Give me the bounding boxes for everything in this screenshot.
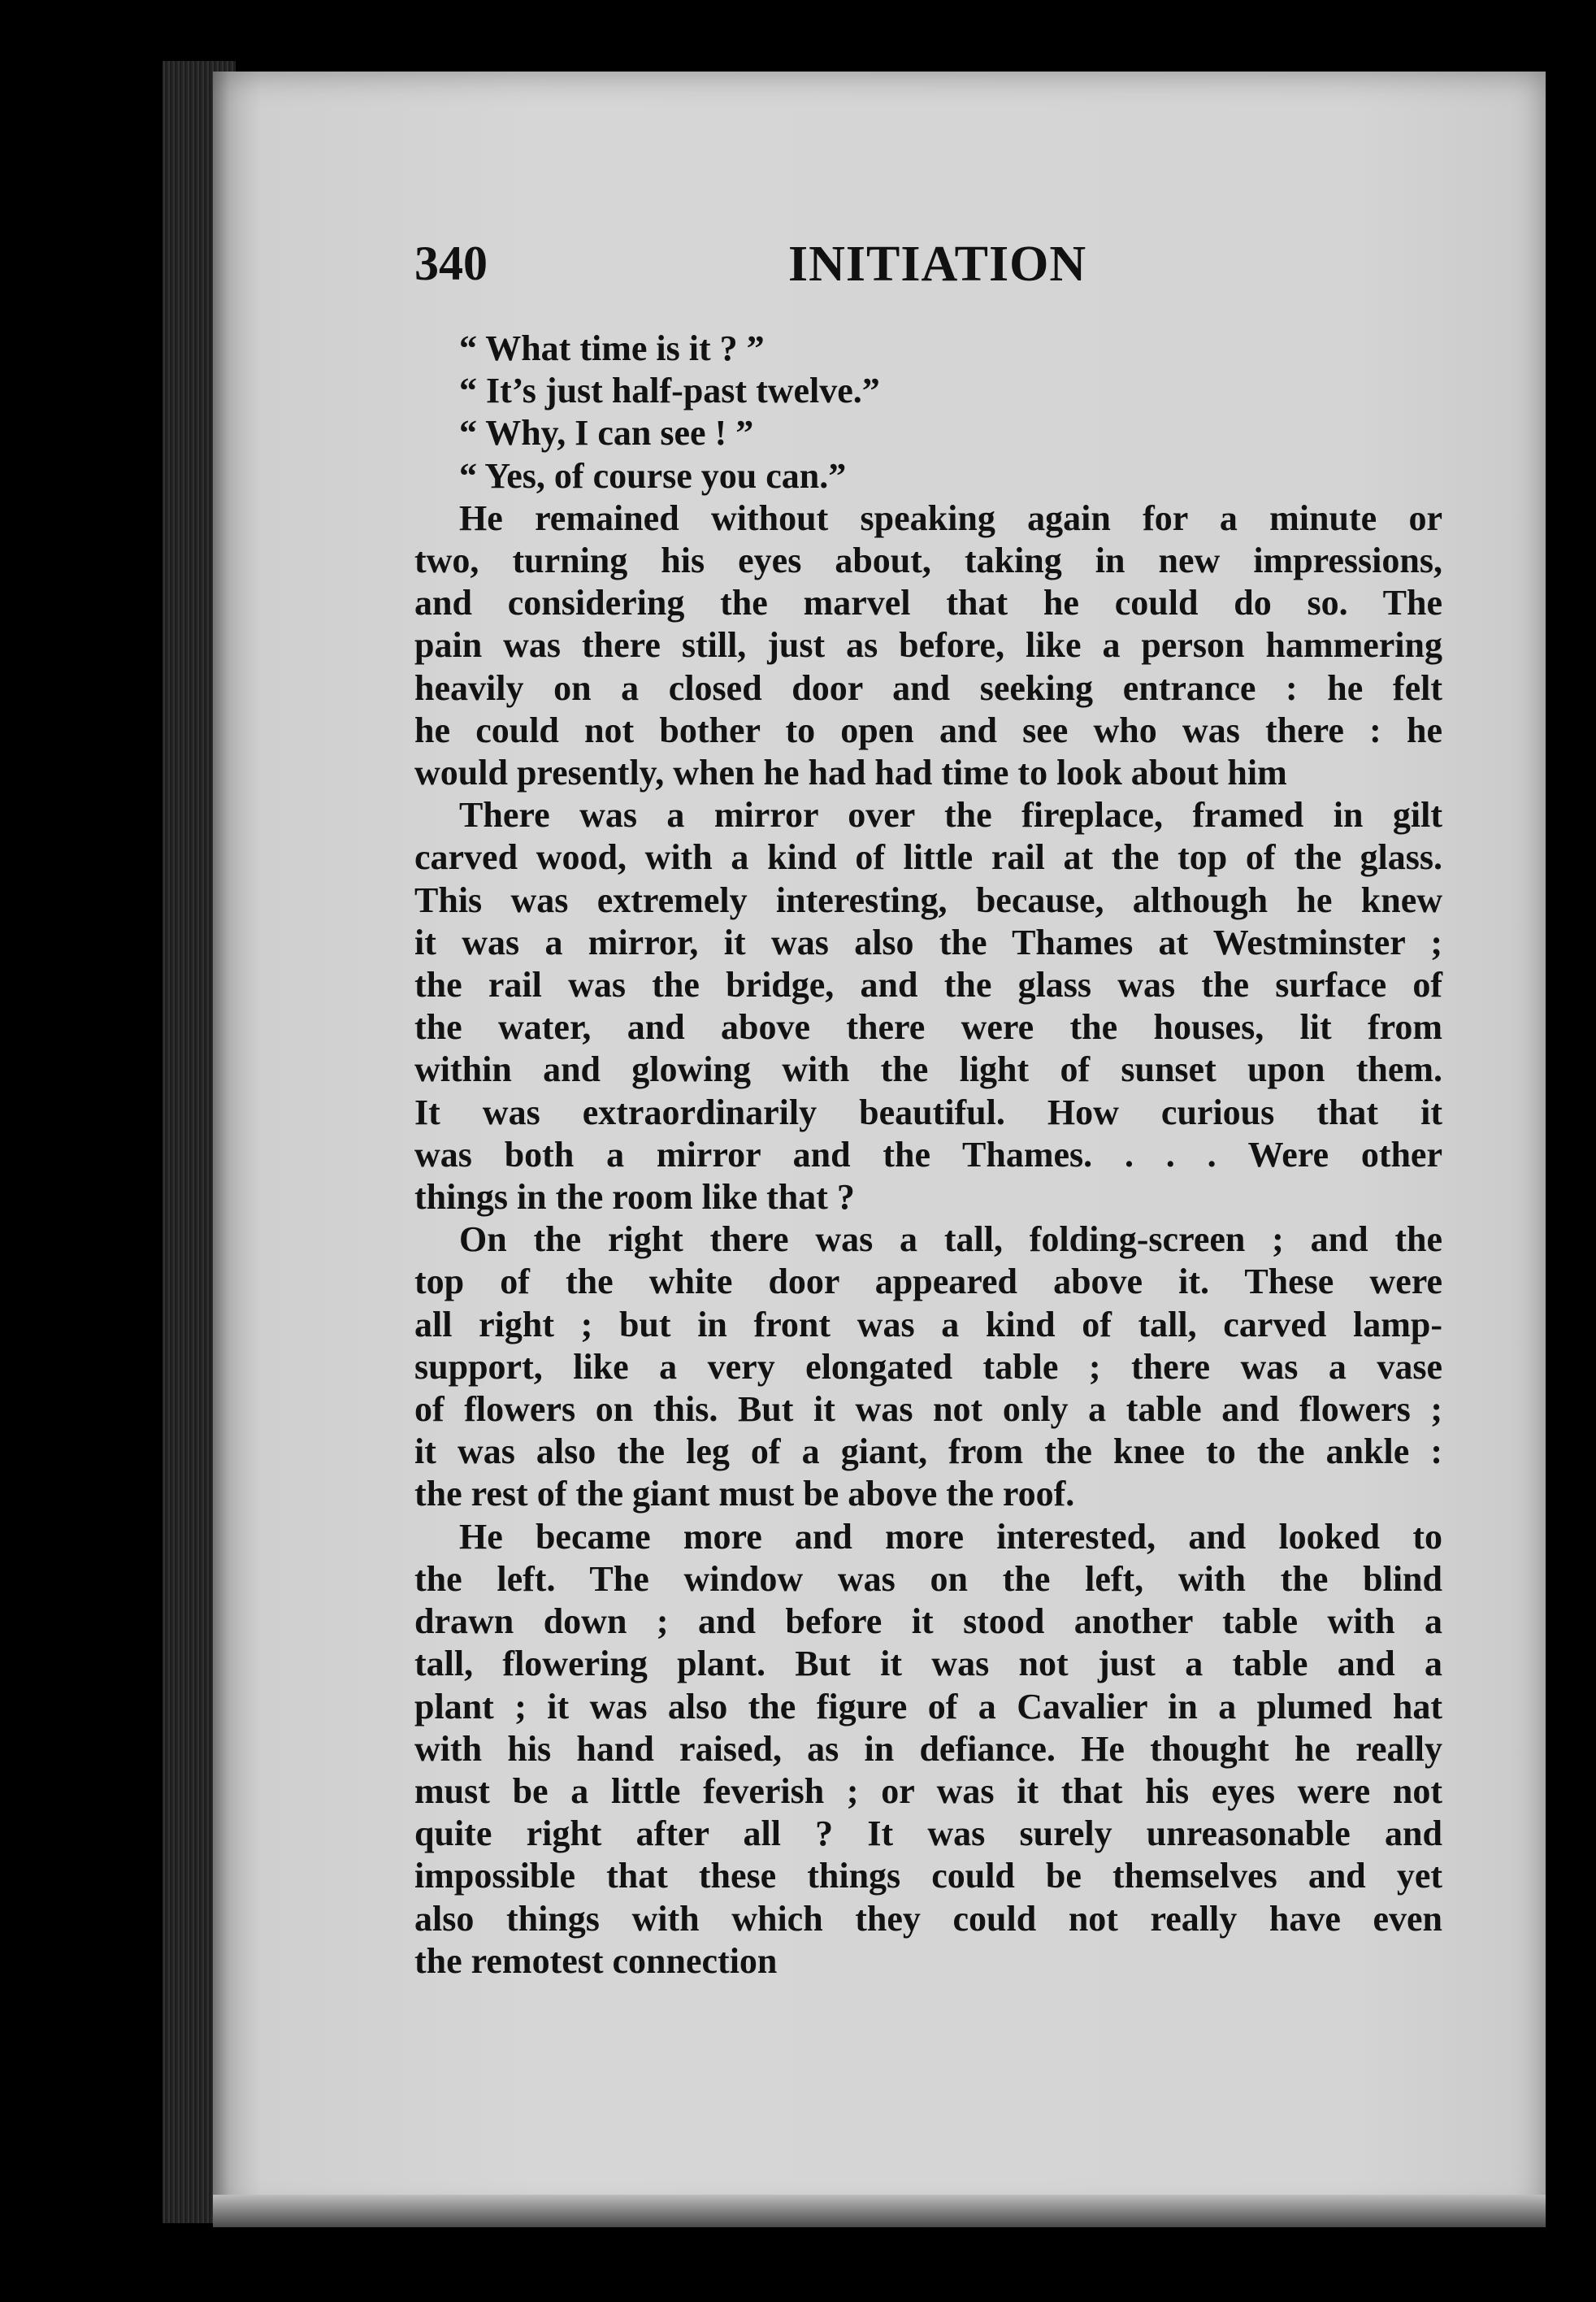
text-line: with his hand raised, as in defiance. He thought he really <box>414 1728 1442 1769</box>
text-line: It was extraordinarily beautiful. How curious that it <box>414 1092 1442 1132</box>
text-line: the water, and above there were the houses, lit from <box>414 1007 1442 1048</box>
text-line: impossible that these things could be themselves and yet <box>414 1856 1442 1896</box>
page-bottom-edge <box>213 2195 1546 2227</box>
text-line: “ It’s just half-past twelve.” <box>459 371 880 411</box>
text-line: must be a little feverish ; or was it that his eyes were not <box>414 1770 1442 1811</box>
text-line: things in the room like that ? <box>414 1177 855 1218</box>
text-line: the remotest connection <box>414 1940 778 1981</box>
text-line: of flowers on this. But it was not only a table and flowers ; <box>414 1389 1442 1430</box>
text-line: would presently, when he had had time to look about him <box>414 753 1287 793</box>
text-line: top of the white door appeared above it. These were <box>414 1262 1442 1302</box>
text-line: and considering the marvel that he could do so. The <box>414 583 1442 623</box>
text-line: two, turning his eyes about, taking in new impressions, <box>414 541 1442 581</box>
text-line: carved wood, with a kind of little rail at the top of the glass. <box>414 837 1442 878</box>
text-line: support, like a very elongated table ; there was a vase <box>414 1346 1442 1387</box>
text-line: “ What time is it ? ” <box>459 328 765 368</box>
text-line: within and glowing with the light of sunset upon them. <box>414 1049 1442 1090</box>
text-line: “ Yes, of course you can.” <box>459 455 847 496</box>
text-line: pain was there still, just as before, like a person hammering <box>414 625 1442 666</box>
text-line: tall, flowering plant. But it was not just a table and a <box>414 1644 1442 1684</box>
text-line: heavily on a closed door and seeking entrance : he felt <box>414 667 1442 708</box>
running-head: INITIATION <box>788 237 1087 292</box>
text-line: was both a mirror and the Thames. . . . Were other <box>414 1134 1442 1175</box>
body-text <box>414 328 1442 1983</box>
text-line: He remained without speaking again for a minute or <box>459 497 1442 538</box>
text-line: he could not bother to open and see who was there : he <box>414 710 1442 750</box>
text-line: “ Why, I can see ! ” <box>459 413 754 454</box>
text-line: plant ; it was also the figure of a Cavalier in a plumed hat <box>414 1686 1442 1726</box>
text-line: the left. The window was on the left, with the blind <box>414 1558 1442 1599</box>
text-line: also things with which they could not really have even <box>414 1898 1442 1939</box>
page-number: 340 <box>414 237 488 290</box>
text-line: it was a mirror, it was also the Thames at Westminster ; <box>414 922 1442 962</box>
text-line: quite right after all ? It was surely unreasonable and <box>414 1813 1442 1854</box>
text-line: On the right there was a tall, folding-screen ; and the <box>459 1219 1442 1260</box>
text-line: the rest of the giant must be above the roof. <box>414 1474 1075 1514</box>
text-line: all right ; but in front was a kind of tall, carved lamp- <box>414 1304 1442 1344</box>
text-line: the rail was the bridge, and the glass was the surface of <box>414 965 1442 1005</box>
text-line: There was a mirror over the fireplace, framed in gilt <box>459 795 1442 836</box>
text-line: He became more and more interested, and looked to <box>459 1516 1442 1557</box>
text-line: it was also the leg of a giant, from the knee to the ankle : <box>414 1431 1442 1472</box>
page-header <box>414 236 1430 301</box>
text-line: drawn down ; and before it stood another table with a <box>414 1601 1442 1642</box>
text-line: This was extremely interesting, because, although he knew <box>414 880 1442 920</box>
